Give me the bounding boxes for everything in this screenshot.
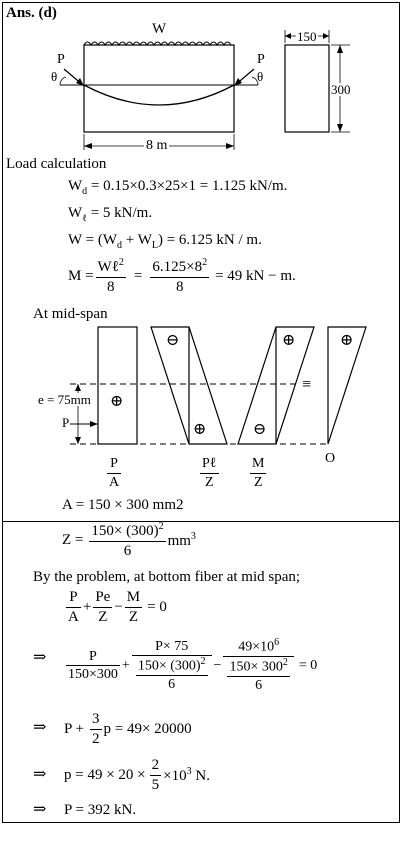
depth-label: 300 (331, 82, 351, 97)
sign-plus-icon: ⊕ (193, 421, 207, 438)
eq-bottom-fiber-condition: $\frac{P}{A}$ + $\frac{Pe}{Z}$ − $\frac{M}{Z}$ = 0 (68, 589, 167, 625)
prestress-force-label: P (62, 415, 70, 430)
eq-step-2: P + $\frac{3}{2}$ p = 49× 20000 (64, 711, 192, 747)
label-pl-z: Pℓ Z (202, 456, 217, 490)
implies-icon: ⇒ (33, 801, 47, 818)
label-m-z: $\frac{M}{Z}$ (252, 456, 265, 490)
angle-label-left: θ (51, 69, 58, 84)
eq-moment: M = $\frac{W\ell^2}{8}$ = $\frac{6.125\times 8^2}{8}$ = 49 kN − m. (68, 257, 296, 295)
load-calc-heading: Load calculation (6, 156, 107, 172)
label-zero: O (325, 451, 336, 466)
eccentricity-label: e = 75mm (38, 392, 91, 407)
eq-dead-load: $W_d = 0.15\times 0.3\times 25\times 1 = 1.125$ kN/m. (68, 178, 288, 197)
eq-total-load: $W = (W_d + W_L) = 6.125$ kN / m. (68, 232, 262, 251)
force-label-left: P (57, 52, 65, 67)
sign-plus-icon: ⊕ (110, 393, 124, 410)
span-label: 8 m (146, 138, 168, 153)
width-label: 150 (297, 29, 317, 44)
implies-icon: ⇒ (33, 649, 47, 666)
force-label-right: P (257, 52, 265, 67)
label-p-a: $\frac{P}{A}$ (109, 456, 120, 490)
eq-step-3: p = 49 × 20 × $\frac{2}{5}$ $\times 10^3$ N. (64, 757, 210, 793)
sign-minus-icon: ⊖ (166, 332, 180, 349)
implies-icon: ⇒ (33, 719, 47, 736)
eq-step-1: $\frac{P}{150\times 300}$ + $\frac{P\times 75}{\frac{150\times (300)^2}{6}}$ − $\frac{49\times 10^6}{\frac{150\times 300^2}{6}}$ = 0 (68, 637, 318, 694)
implies-icon: ⇒ (33, 766, 47, 783)
midspan-heading: At mid-span (33, 306, 108, 322)
final-answer: P = 392 kN. (64, 802, 137, 818)
angle-label-right: θ (257, 69, 264, 84)
problem-statement: By the problem, at bottom fiber at mid span; (33, 569, 301, 585)
load-label: W (152, 21, 167, 37)
area-equation: A = 150 × 300 mm2 (62, 497, 184, 513)
eq-section-modulus: Z = $\frac{150\times (300)^2}{6}$ $mm^3$ (62, 521, 196, 559)
sign-plus-icon: ⊕ (340, 332, 354, 349)
answer-label: Ans. (d) (6, 5, 57, 21)
eq-live-load: $W_\ell = 5$ kN/m. (68, 205, 153, 224)
sign-plus-icon: ⊕ (282, 332, 296, 349)
stress-block-p-a (98, 327, 137, 444)
equivalent-icon: ≡ (302, 376, 312, 393)
sign-minus-icon: ⊖ (253, 421, 267, 438)
